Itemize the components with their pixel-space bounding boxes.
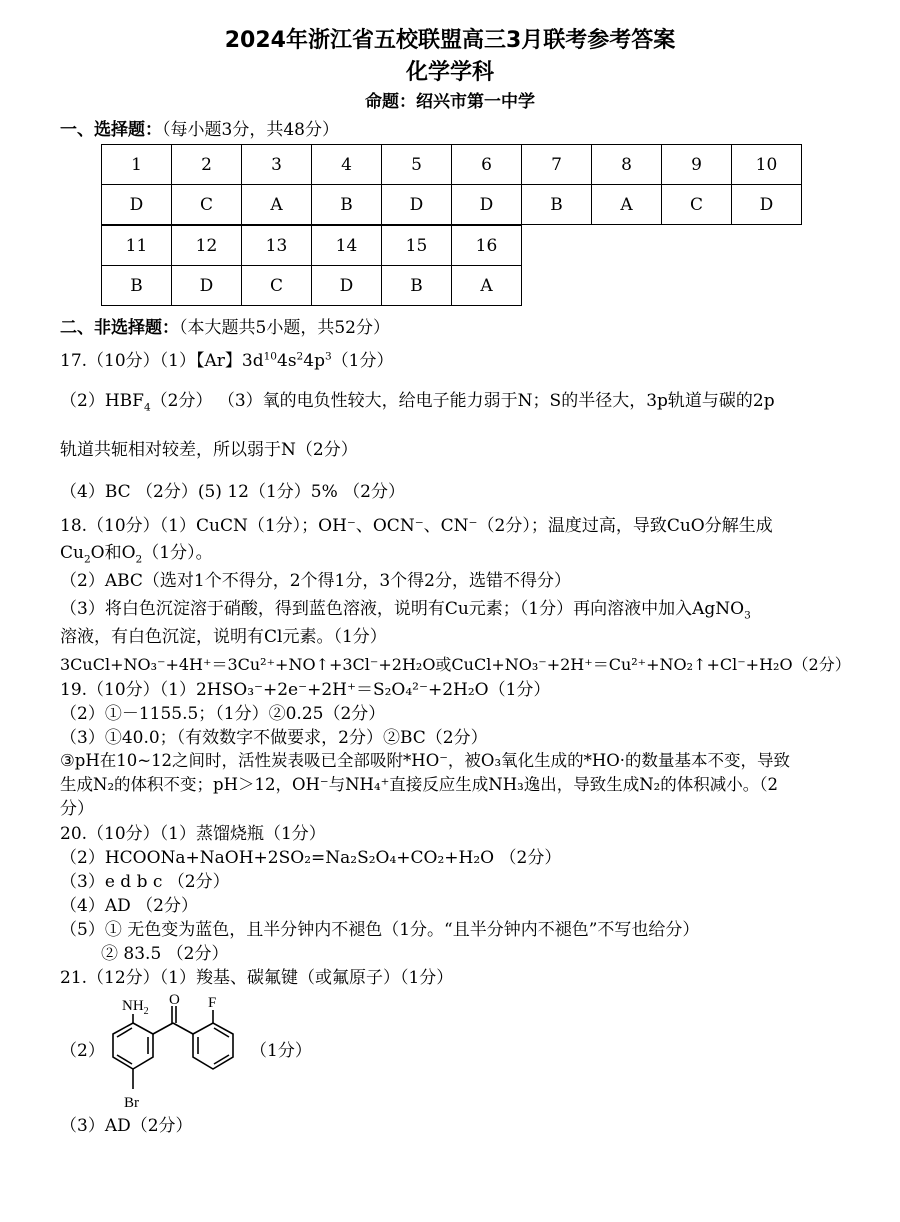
answer-cell: D [312,266,382,306]
q18-line4 [60,599,751,622]
q17-line2 [60,391,775,414]
q20-line2: （2）HCOONa+NaOH+2SO₂=Na₂S₂O₄+CO₂+H₂O （2分） [60,848,562,868]
answer-table-1 [101,144,802,225]
q17-line4: （4）BC （2分）(5) 12（1分）5% （2分） [60,482,405,502]
section1-note: （每小题3分，共48分） [162,120,339,140]
q21-line1: 21.（12分）（1）羧基、碳氟键（或氟原子）（1分） [60,968,454,988]
structure-diagram [98,990,258,1115]
text-segment: 17.（10分）（1）【Ar】3d [60,351,264,371]
answer-cell: B [382,266,452,306]
answer-cell: B [522,185,592,225]
question-number: 14 [312,226,382,266]
amino-label [122,998,149,1017]
answer-row [102,185,802,225]
oxygen-label: O [169,992,180,1008]
q18-line6: 3CuCl+NO₃⁻+4H⁺＝3Cu²⁺+NO↑+3Cl⁻+2H₂O或CuCl+NO₃⁻+2H⁺＝Cu²⁺+NO₂↑+Cl⁻+H₂O（2分） [60,655,851,674]
document-title: 2024年浙江省五校联盟高三3月联考参考答案 [224,28,676,53]
answer-cell: A [452,266,522,306]
superscript: 3 [324,350,332,363]
q20-line6: ② 83.5 （2分） [101,944,229,964]
answer-cell: A [592,185,662,225]
text-segment: （2）HBF [60,391,144,411]
text-segment: Cu [60,543,84,563]
q19-line2: （2）①－1155.5；（1分）②0.25（2分） [60,704,386,724]
author-line: 命题：绍兴市第一中学 [365,92,535,112]
q18-line3: （2）ABC（选对1个不得分，2个得1分，3个得2分，选错不得分） [60,571,571,591]
subscript: 2 [143,1006,149,1017]
q21-line3: （3）AD（2分） [60,1116,193,1136]
bromine-label: Br [124,1095,139,1111]
question-number: 16 [452,226,522,266]
question-number: 5 [382,145,452,185]
question-number: 4 [312,145,382,185]
section1-heading: 一、选择题： [60,120,162,140]
question-number: 11 [102,226,172,266]
text-segment: 4s [277,351,297,371]
question-number: 12 [172,226,242,266]
section2-heading: 二、非选择题： [60,318,179,338]
section1-header [60,120,339,140]
q18-line2 [60,543,213,566]
answer-cell: C [242,266,312,306]
q20-line3: （3）e d b c （2分） [60,872,230,892]
q19-line5: 生成N₂的体积不变；pH＞12，OH⁻与NH₄⁺直接反应生成NH₃逸出，导致生成N₂的体积减小。（2 [60,775,779,794]
subscript: 2 [83,553,91,566]
answer-cell: D [102,185,172,225]
answer-cell: D [382,185,452,225]
question-number: 2 [172,145,242,185]
question-number: 1 [102,145,172,185]
q17-line1 [60,351,393,371]
q19-line6: 分） [60,799,94,819]
superscript: 10 [263,350,277,363]
text-segment: O和O [90,543,136,563]
answer-cell: D [172,266,242,306]
q19-line3: （3）①40.0；（有效数字不做要求，2分）②BC（2分） [60,728,488,748]
text-segment: （3）将白色沉淀溶于硝酸，得到蓝色溶液，说明有Cu元素；（1分）再向溶液中加入AgNO [60,599,745,619]
q18-line1: 18.（10分）（1）CuCN（1分）；OH⁻、OCN⁻、CN⁻（2分）；温度过高，导致CuO分解生成 [60,516,773,536]
section2-header [60,318,390,338]
question-number-row [102,226,522,266]
benzene-ring-right [193,1023,233,1069]
q19-line4: ③pH在10~12之间时，活性炭表吸已全部吸附*HO⁻，被O₃氧化生成的*HO·的数量基本不变，导致 [60,751,790,770]
subject-title: 化学学科 [405,60,494,85]
superscript: 2 [296,350,304,363]
answer-row [102,266,522,306]
q20-line1: 20.（10分）（1）蒸馏烧瓶（1分） [60,824,326,844]
q20-line5: （5）① 无色变为蓝色，且半分钟内不褪色（1分。“且半分钟内不褪色”不写也给分） [60,920,700,940]
answer-cell: C [172,185,242,225]
answer-cell: C [662,185,732,225]
subscript: 2 [135,553,143,566]
q21-line2-prefix: （2） [60,1041,105,1061]
question-number: 7 [522,145,592,185]
subscript: 4 [143,401,151,414]
subscript: 3 [744,609,751,622]
question-number: 3 [242,145,312,185]
question-number: 10 [732,145,802,185]
answer-cell: A [242,185,312,225]
question-number: 9 [662,145,732,185]
text-segment: （1分） [331,351,394,371]
q19-line1: 19.（10分）（1）2HSO₃⁻+2e⁻+2H⁺＝S₂O₄²⁻+2H₂O（1分） [60,680,551,700]
fluorine-label: F [208,995,217,1011]
text-segment: （1分）。 [142,543,213,563]
question-number: 6 [452,145,522,185]
q21-line2-score: （1分） [250,1041,312,1061]
question-number: 13 [242,226,312,266]
answer-cell: D [732,185,802,225]
benzene-ring-left [113,1023,153,1069]
text-segment: NH [122,998,144,1014]
section2-note: （本大题共5小题，共52分） [179,318,390,338]
question-number: 8 [592,145,662,185]
answer-cell: D [452,185,522,225]
answer-cell: B [102,266,172,306]
question-number: 15 [382,226,452,266]
answer-cell: B [312,185,382,225]
answer-table-2 [101,225,522,306]
text-segment: 4p [303,351,325,371]
question-number-row [102,145,802,185]
text-segment: （2分） （3）氧的电负性较大，给电子能力弱于N；S的半径大，3p轨道与碳的2p [150,391,775,411]
q18-line5: 溶液，有白色沉淀，说明有Cl元素。（1分） [60,627,387,647]
q20-line4: （4）AD （2分） [60,896,198,916]
q17-line3: 轨道共轭相对较差，所以弱于N（2分） [60,440,358,460]
